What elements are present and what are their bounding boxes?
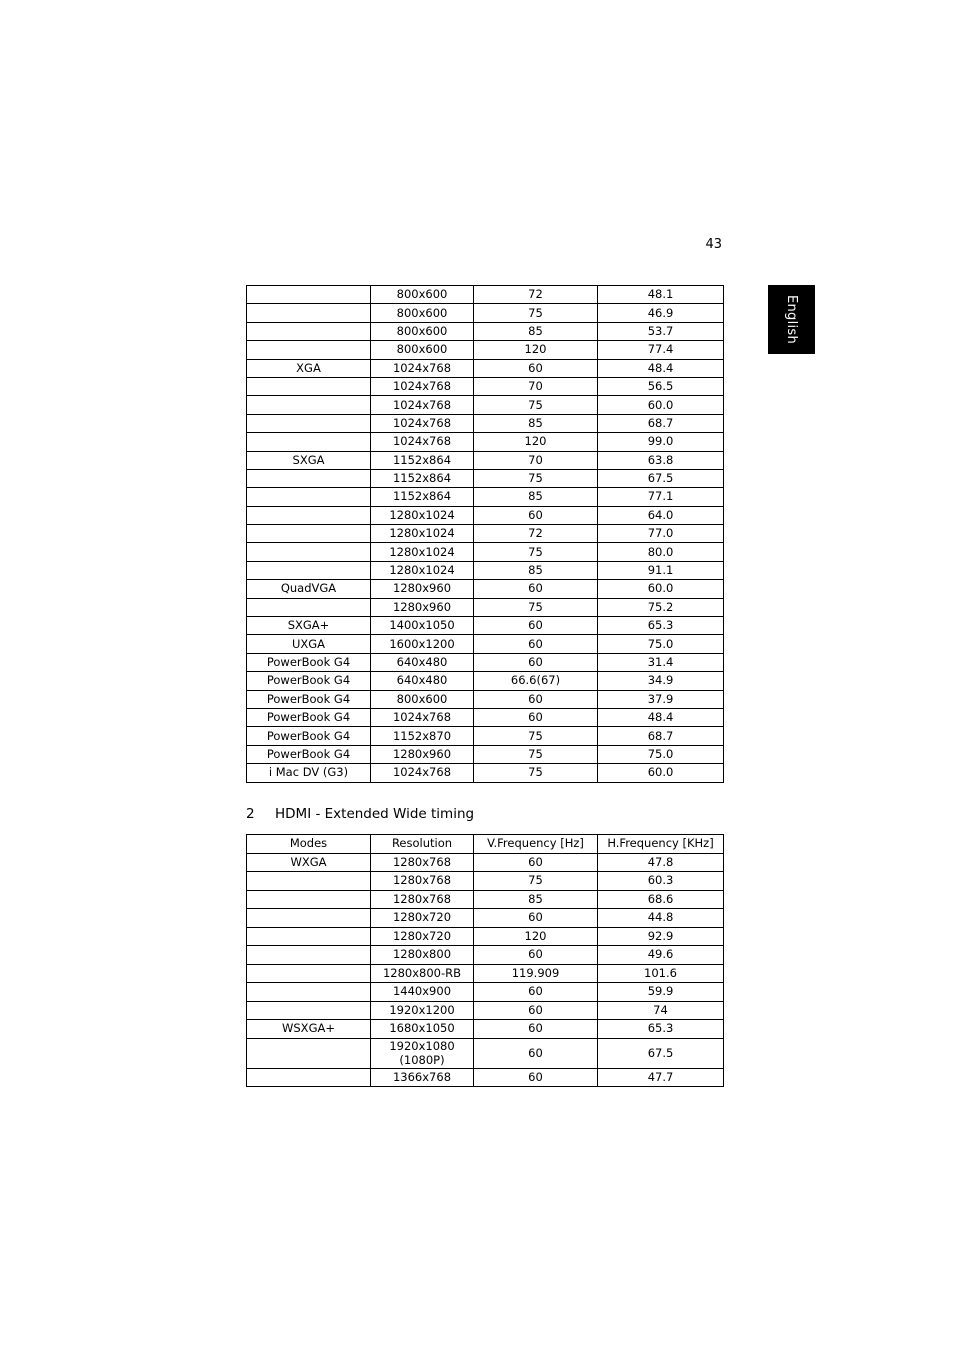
resolution-cell: 1600x1200: [371, 635, 474, 653]
v-frequency-cell: 120: [474, 341, 598, 359]
mode-cell: [247, 341, 371, 359]
v-frequency-cell: 85: [474, 322, 598, 340]
language-tab-label: English: [784, 294, 800, 345]
timing-table-continued: [246, 285, 724, 783]
mode-cell: [247, 543, 371, 561]
resolution-cell: 640x480: [371, 653, 474, 671]
mode-cell: [247, 890, 371, 909]
resolution-cell: 1280x960: [371, 580, 474, 598]
v-frequency-cell: 120: [474, 927, 598, 946]
table-row: [247, 745, 724, 763]
v-frequency-cell: 75: [474, 598, 598, 616]
v-frequency-cell: 66.6(67): [474, 672, 598, 690]
header-modes: Modes: [247, 835, 371, 854]
v-frequency-cell: 75: [474, 469, 598, 487]
h-frequency-cell: 60.3: [598, 872, 724, 891]
resolution-cell: 1152x870: [371, 727, 474, 745]
resolution-cell: 1280x800-RB: [371, 964, 474, 983]
table-row: [247, 525, 724, 543]
mode-cell: [247, 964, 371, 983]
table-row: [247, 890, 724, 909]
resolution-cell: 800x600: [371, 690, 474, 708]
table-row: [247, 1038, 724, 1068]
mode-cell: [247, 286, 371, 304]
table-row: [247, 580, 724, 598]
resolution-cell: 800x600: [371, 341, 474, 359]
h-frequency-cell: 60.0: [598, 580, 724, 598]
v-frequency-cell: 75: [474, 872, 598, 891]
h-frequency-cell: 75.0: [598, 745, 724, 763]
table-row: [247, 727, 724, 745]
resolution-cell: 640x480: [371, 672, 474, 690]
v-frequency-cell: 60: [474, 1068, 598, 1087]
resolution-cell: 1280x960: [371, 598, 474, 616]
header-resolution: Resolution: [371, 835, 474, 854]
mode-cell: [247, 909, 371, 928]
h-frequency-cell: 65.3: [598, 617, 724, 635]
v-frequency-cell: 60: [474, 983, 598, 1002]
table-row: [247, 506, 724, 524]
resolution-cell: 800x600: [371, 304, 474, 322]
mode-cell: PowerBook G4: [247, 727, 371, 745]
mode-cell: [247, 1068, 371, 1087]
resolution-cell: 1280x1024: [371, 543, 474, 561]
resolution-cell: 800x600: [371, 286, 474, 304]
h-frequency-cell: 68.7: [598, 727, 724, 745]
mode-cell: [247, 1001, 371, 1020]
language-tab: [768, 285, 815, 354]
table-row: [247, 414, 724, 432]
mode-cell: [247, 414, 371, 432]
v-frequency-cell: 60: [474, 580, 598, 598]
resolution-cell: 1680x1050: [371, 1020, 474, 1039]
table-row: [247, 653, 724, 671]
h-frequency-cell: 92.9: [598, 927, 724, 946]
table-row: [247, 451, 724, 469]
v-frequency-cell: 85: [474, 488, 598, 506]
resolution-cell: 1152x864: [371, 451, 474, 469]
mode-cell: PowerBook G4: [247, 690, 371, 708]
h-frequency-cell: 48.1: [598, 286, 724, 304]
table-row: [247, 469, 724, 487]
resolution-cell: 1024x768: [371, 359, 474, 377]
v-frequency-cell: 75: [474, 764, 598, 782]
v-frequency-cell: 85: [474, 561, 598, 579]
table-row: [247, 598, 724, 616]
mode-cell: [247, 377, 371, 395]
v-frequency-cell: 70: [474, 377, 598, 395]
table-row: [247, 561, 724, 579]
h-frequency-cell: 59.9: [598, 983, 724, 1002]
h-frequency-cell: 75.0: [598, 635, 724, 653]
h-frequency-cell: 74: [598, 1001, 724, 1020]
mode-cell: [247, 1038, 371, 1068]
mode-cell: WSXGA+: [247, 1020, 371, 1039]
table-row: [247, 983, 724, 1002]
h-frequency-cell: 47.7: [598, 1068, 724, 1087]
h-frequency-cell: 77.0: [598, 525, 724, 543]
table-row: [247, 1068, 724, 1087]
h-frequency-cell: 75.2: [598, 598, 724, 616]
mode-cell: [247, 433, 371, 451]
table-row: [247, 1001, 724, 1020]
v-frequency-cell: 75: [474, 543, 598, 561]
table-row: [247, 672, 724, 690]
v-frequency-cell: 75: [474, 745, 598, 763]
mode-cell: [247, 561, 371, 579]
resolution-cell: 1280x1024: [371, 525, 474, 543]
table-row: [247, 543, 724, 561]
mode-cell: SXGA: [247, 451, 371, 469]
page-number: 43: [705, 237, 722, 252]
hdmi-wide-timing-table: [246, 834, 724, 1087]
resolution-cell: 1280x1024: [371, 561, 474, 579]
table-row: [247, 396, 724, 414]
resolution-cell: 1024x768: [371, 433, 474, 451]
section-number: 2: [246, 806, 255, 822]
h-frequency-cell: 99.0: [598, 433, 724, 451]
v-frequency-cell: 75: [474, 304, 598, 322]
table-row: [247, 853, 724, 872]
v-frequency-cell: 85: [474, 890, 598, 909]
resolution-cell: 1024x768: [371, 414, 474, 432]
mode-cell: QuadVGA: [247, 580, 371, 598]
mode-cell: PowerBook G4: [247, 708, 371, 726]
v-frequency-cell: 60: [474, 708, 598, 726]
h-frequency-cell: 77.4: [598, 341, 724, 359]
v-frequency-cell: 60: [474, 359, 598, 377]
header-v-frequency: V.Frequency [Hz]: [474, 835, 598, 854]
mode-cell: [247, 525, 371, 543]
v-frequency-cell: 72: [474, 525, 598, 543]
mode-cell: XGA: [247, 359, 371, 377]
v-frequency-cell: 119.909: [474, 964, 598, 983]
h-frequency-cell: 47.8: [598, 853, 724, 872]
table-row: [247, 488, 724, 506]
mode-cell: [247, 983, 371, 1002]
resolution-cell: 1024x768: [371, 396, 474, 414]
resolution-cell: 1152x864: [371, 488, 474, 506]
h-frequency-cell: 46.9: [598, 304, 724, 322]
h-frequency-cell: 34.9: [598, 672, 724, 690]
resolution-cell: 1280x720: [371, 909, 474, 928]
resolution-cell: 1280x768: [371, 853, 474, 872]
v-frequency-cell: 60: [474, 506, 598, 524]
h-frequency-cell: 60.0: [598, 396, 724, 414]
v-frequency-cell: 85: [474, 414, 598, 432]
h-frequency-cell: 67.5: [598, 1038, 724, 1068]
resolution-cell: 1024x768: [371, 708, 474, 726]
v-frequency-cell: 60: [474, 1038, 598, 1068]
v-frequency-cell: 60: [474, 909, 598, 928]
table-row: [247, 909, 724, 928]
mode-cell: i Mac DV (G3): [247, 764, 371, 782]
resolution-cell: 1400x1050: [371, 617, 474, 635]
v-frequency-cell: 75: [474, 727, 598, 745]
h-frequency-cell: 63.8: [598, 451, 724, 469]
resolution-cell: 1024x768: [371, 377, 474, 395]
resolution-cell: 1366x768: [371, 1068, 474, 1087]
mode-cell: SXGA+: [247, 617, 371, 635]
table-row: [247, 690, 724, 708]
mode-cell: PowerBook G4: [247, 672, 371, 690]
h-frequency-cell: 44.8: [598, 909, 724, 928]
h-frequency-cell: 64.0: [598, 506, 724, 524]
v-frequency-cell: 70: [474, 451, 598, 469]
h-frequency-cell: 65.3: [598, 1020, 724, 1039]
h-frequency-cell: 56.5: [598, 377, 724, 395]
mode-cell: UXGA: [247, 635, 371, 653]
mode-cell: [247, 946, 371, 965]
mode-cell: [247, 396, 371, 414]
h-frequency-cell: 48.4: [598, 359, 724, 377]
table-row: [247, 377, 724, 395]
table-row: [247, 946, 724, 965]
resolution-cell: 1920x1200: [371, 1001, 474, 1020]
v-frequency-cell: 60: [474, 690, 598, 708]
mode-cell: [247, 304, 371, 322]
table-row: [247, 764, 724, 782]
mode-cell: [247, 322, 371, 340]
h-frequency-cell: 31.4: [598, 653, 724, 671]
table-row: [247, 872, 724, 891]
v-frequency-cell: 60: [474, 853, 598, 872]
mode-cell: PowerBook G4: [247, 745, 371, 763]
table-row: [247, 433, 724, 451]
h-frequency-cell: 37.9: [598, 690, 724, 708]
v-frequency-cell: 75: [474, 396, 598, 414]
table-header-row: [247, 835, 724, 854]
mode-cell: [247, 488, 371, 506]
table-row: [247, 322, 724, 340]
table-row: [247, 964, 724, 983]
h-frequency-cell: 67.5: [598, 469, 724, 487]
table-row: [247, 635, 724, 653]
resolution-cell: 1920x1080 (1080P): [371, 1038, 474, 1068]
table-row: [247, 927, 724, 946]
h-frequency-cell: 80.0: [598, 543, 724, 561]
mode-cell: PowerBook G4: [247, 653, 371, 671]
mode-cell: [247, 872, 371, 891]
h-frequency-cell: 77.1: [598, 488, 724, 506]
v-frequency-cell: 60: [474, 1001, 598, 1020]
mode-cell: [247, 598, 371, 616]
table-row: [247, 617, 724, 635]
table-row: [247, 359, 724, 377]
table-row: [247, 341, 724, 359]
resolution-cell: 1280x720: [371, 927, 474, 946]
h-frequency-cell: 68.6: [598, 890, 724, 909]
h-frequency-cell: 60.0: [598, 764, 724, 782]
resolution-cell: 1280x960: [371, 745, 474, 763]
h-frequency-cell: 48.4: [598, 708, 724, 726]
resolution-cell: 1440x900: [371, 983, 474, 1002]
v-frequency-cell: 60: [474, 1020, 598, 1039]
v-frequency-cell: 60: [474, 946, 598, 965]
resolution-cell: 1280x1024: [371, 506, 474, 524]
v-frequency-cell: 120: [474, 433, 598, 451]
v-frequency-cell: 60: [474, 653, 598, 671]
v-frequency-cell: 72: [474, 286, 598, 304]
section-title: HDMI - Extended Wide timing: [275, 806, 475, 822]
resolution-cell: 1024x768: [371, 764, 474, 782]
resolution-cell: 1280x768: [371, 890, 474, 909]
table-row: [247, 708, 724, 726]
v-frequency-cell: 60: [474, 617, 598, 635]
resolution-cell: 800x600: [371, 322, 474, 340]
h-frequency-cell: 68.7: [598, 414, 724, 432]
v-frequency-cell: 60: [474, 635, 598, 653]
resolution-cell: 1152x864: [371, 469, 474, 487]
resolution-cell: 1280x768: [371, 872, 474, 891]
mode-cell: WXGA: [247, 853, 371, 872]
h-frequency-cell: 53.7: [598, 322, 724, 340]
h-frequency-cell: 49.6: [598, 946, 724, 965]
h-frequency-cell: 91.1: [598, 561, 724, 579]
section-heading: [246, 805, 474, 823]
table-row: [247, 1020, 724, 1039]
mode-cell: [247, 506, 371, 524]
resolution-cell: 1280x800: [371, 946, 474, 965]
h-frequency-cell: 101.6: [598, 964, 724, 983]
header-h-frequency: H.Frequency [KHz]: [598, 835, 724, 854]
table-row: [247, 304, 724, 322]
mode-cell: [247, 927, 371, 946]
table-row: [247, 286, 724, 304]
mode-cell: [247, 469, 371, 487]
